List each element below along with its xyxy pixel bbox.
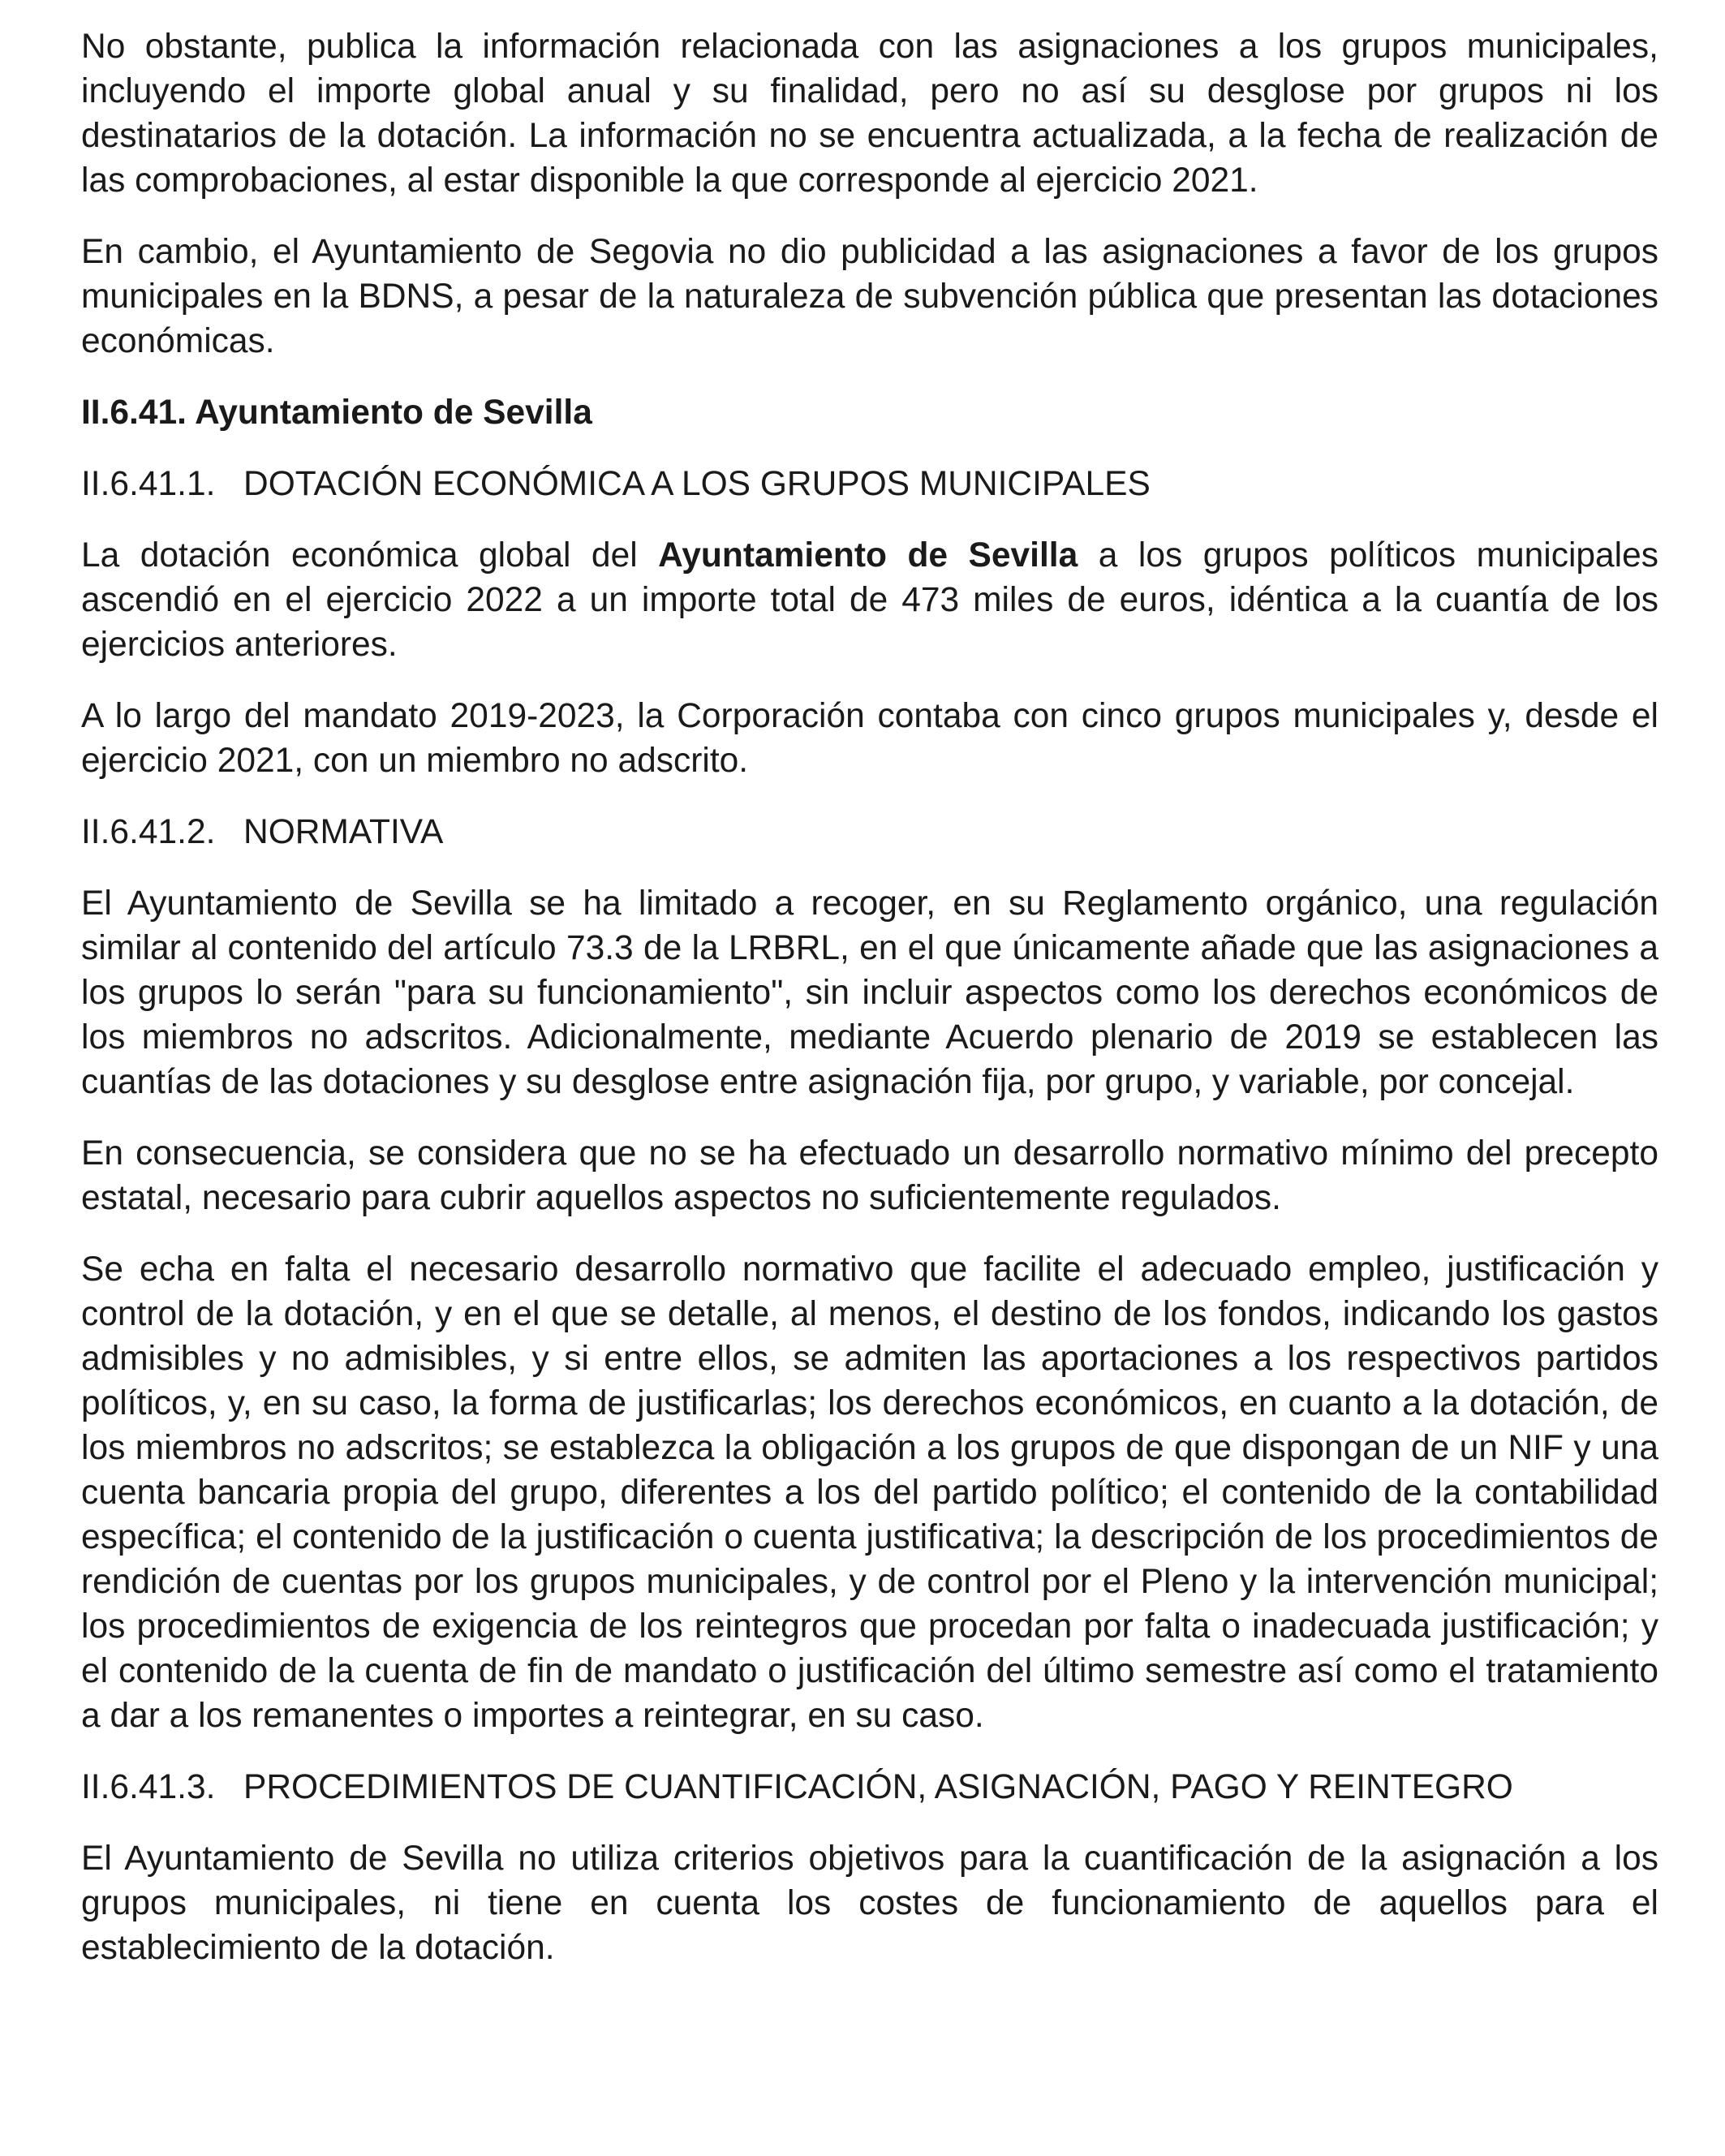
subsection-title: DOTACIÓN ECONÓMICA A LOS GRUPOS MUNICIPALES [243,465,1151,503]
paragraph-criterios-objetivos: El Ayuntamiento de Sevilla no utiliza criterios objetivos para la cuantificación de la asignación a los grupos municipales, ni tiene en cuenta los costes de funcionamiento de aquellos para el establecimiento de la dotación. [81,1840,1658,1967]
subsection-heading-normativa [81,810,1658,854]
paragraph-publicacion-info: No obstante, publica la información relacionada con las asignaciones a los grupos municipales, incluyendo el importe global anual y su finalidad, pero no así su desglose por grupos ni los destinatarios de la dotación. La información no se encuentra actualizada, a la fecha de realización de las comprobaciones, al estar disponible la que corresponde al ejercicio 2021. [81,28,1658,200]
subsection-number: II.6.41.2. [81,813,216,851]
subsection-number: II.6.41.1. [81,465,216,503]
subsection-heading-procedimientos [81,1765,1658,1810]
subsection-title: NORMATIVA [243,813,444,851]
text-run: La dotación económica global del [81,536,659,575]
paragraph-mandato: A lo largo del mandato 2019-2023, la Corporación contaba con cinco grupos municipales y, desde el ejercicio 2021, con un miembro no adscrito. [81,697,1658,780]
subsection-title: PROCEDIMIENTOS DE CUANTIFICACIÓN, ASIGNACIÓN, PAGO Y REINTEGRO [243,1768,1513,1806]
section-title-sevilla: II.6.41. Ayuntamiento de Sevilla [81,394,592,432]
subsection-number: II.6.41.3. [81,1768,216,1806]
paragraph-dotacion-global [81,533,1658,667]
paragraph-consecuencia: En consecuencia, se considera que no se ha efectuado un desarrollo normativo mínimo del precepto estatal, necesario para cubrir aquellos aspectos no suficientemente regulados. [81,1134,1658,1217]
paragraph-reglamento: El Ayuntamiento de Sevilla se ha limitado a recoger, en su Reglamento orgánico, una regulación similar al contenido del artículo 73.3 de la LRBRL, en el que únicamente añade que las asignaciones a los grupos lo serán "para su funcionamiento", sin incluir aspectos como los derechos económicos de los miembros no adscritos. Adicionalmente, mediante Acuerdo plenario de 2019 se establecen las cuantías de las dotaciones y su desglose entre asignación fija, por grupo, y variable, por concejal. [81,884,1658,1101]
document-page [81,24,1658,1997]
bold-entity-name: Ayuntamiento de Sevilla [658,536,1078,575]
subsection-heading-dotacion [81,462,1658,506]
paragraph-segovia-bdns: En cambio, el Ayuntamiento de Segovia no dio publicidad a las asignaciones a favor de los grupos municipales en la BDNS, a pesar de la naturaleza de subvención pública que presentan las dotaciones económicas. [81,233,1658,360]
text-run: a los grupos políticos municipales ascendió en el ejercicio 2022 a un importe total de 473 miles de euros, idéntica a la cuantía de los ejercicios anteriores. [81,536,1658,664]
paragraph-desarrollo-normativo: Se echa en falta el necesario desarrollo normativo que facilite el adecuado empleo, justificación y control de la dotación, y en el que se detalle, al menos, el destino de los fondos, indicando los gastos admisibles y no admisibles, y si entre ellos, se admiten las aportaciones a los respectivos partidos políticos, y, en su caso, la forma de justificarlas; los derechos económicos, en cuanto a la dotación, de los miembros no adscritos; se establezca la obligación a los grupos de que dispongan de un NIF y una cuenta bancaria propia del grupo, diferentes a los del partido político; el contenido de la contabilidad específica; el contenido de la justificación o cuenta justificativa; la descripción de los procedimientos de rendición de cuentas por los grupos municipales, y de control por el Pleno y la intervención municipal; los procedimientos de exigencia de los reintegros que procedan por falta o inadecuada justificación; y el contenido de la cuenta de fin de mandato o justificación del último semestre así como el tratamiento a dar a los remanentes o importes a reintegrar, en su caso. [81,1250,1658,1735]
